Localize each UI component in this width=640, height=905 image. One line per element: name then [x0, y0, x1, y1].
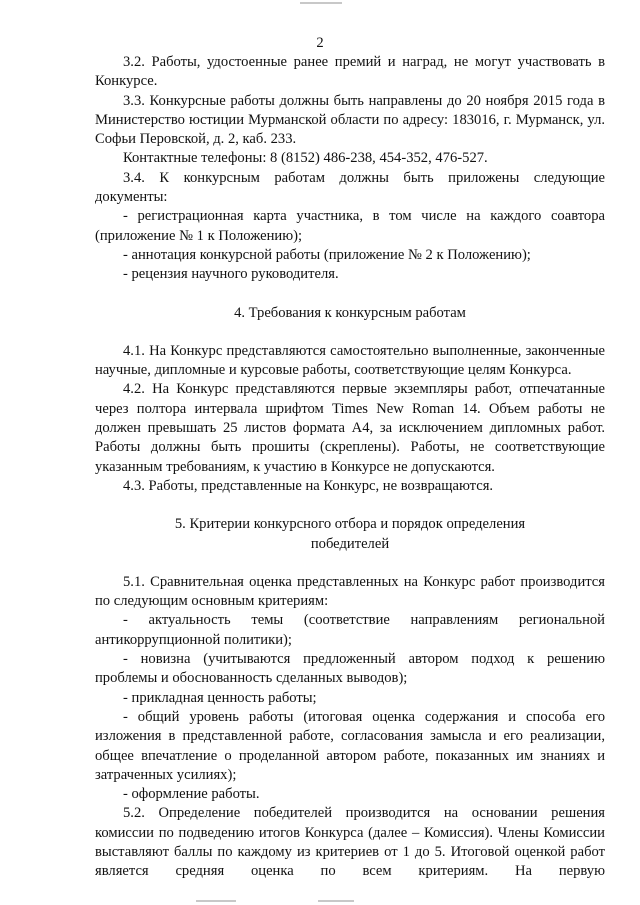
- section-heading-5-line2: победителей: [310, 535, 390, 552]
- list-item-review: - рецензия научного руководителя.: [123, 266, 339, 283]
- criterion-relevance: - актуальность темы (соответствие направлениям региональной антикоррупционной политики);: [95, 612, 605, 648]
- paragraph-5-2: 5.2. Определение победителей производится на основании решения комиссии по подведению итогов Конкурса (далее – Комиссия). Члены Комиссии выставляют баллы по каждому из критериев от 1 до 5. Итоговой оценкой работ является средняя оценка по всем критериям. На первую: [95, 805, 605, 880]
- scan-artifact-top: [300, 2, 342, 4]
- paragraph-4-3: 4.3. Работы, представленные на Конкурс, не возвращаются.: [123, 477, 494, 494]
- scan-artifact-bottom-left: [196, 900, 236, 902]
- paragraph-4-1: 4.1. На Конкурс представляются самостоятельно выполненные, законченные научные, дипломные и курсовые работы, соответствующие целям Конкурса.: [95, 342, 605, 379]
- paragraph-4-2: 4.2. На Конкурс представляются первые экземпляры работ, отпечатанные через полтора интервала шрифтом Times New Roman 14. Объем работы не должен превышать 25 листов формата А4, за исключением дипломных работ. Работы должны быть прошиты (скреплены). Работы, не соответствующие указанным требованиям, к участию в Конкурсе не допускаются.: [95, 381, 605, 475]
- list-item-registration-card: - регистрационная карта участника, в том числе на каждого соавтора (приложение № 1 к Положению);: [95, 208, 605, 244]
- section-heading-5-line1: 5. Критерии конкурсного отбора и порядок определения: [174, 516, 526, 533]
- paragraph-3-4: 3.4. К конкурсным работам должны быть приложены следующие документы:: [95, 169, 605, 206]
- contact-phones: Контактные телефоны: 8 (8152) 486-238, 454-352, 476-527.: [123, 150, 488, 167]
- page-number: 2: [316, 35, 324, 51]
- criterion-applied-value: - прикладная ценность работы;: [123, 689, 317, 706]
- paragraph-5-1: 5.1. Сравнительная оценка представленных на Конкурс работ производится по следующим основным критериям:: [95, 573, 605, 610]
- paragraph-3-2: 3.2. Работы, удостоенные ранее премий и наград, не могут участвовать в Конкурсе.: [95, 54, 605, 90]
- document-body: [95, 53, 605, 882]
- criterion-formatting: - оформление работы.: [123, 786, 260, 803]
- scan-artifact-bottom-right: [318, 900, 354, 902]
- list-item-annotation: - аннотация конкурсной работы (приложение № 2 к Положению);: [123, 246, 531, 263]
- criterion-novelty: - новизна (учитываются предложенный автором подход к решению проблемы и обоснованность сделанных выводов);: [95, 651, 605, 687]
- paragraph-3-3: 3.3. Конкурсные работы должны быть направлены до 20 ноября 2015 года в Министерство юстиции Мурманской области по адресу: 183016, г. Мурманск, ул. Софьи Перовской, д. 2, каб. 233.: [95, 92, 605, 148]
- section-heading-4: 4. Требования к конкурсным работам: [234, 304, 466, 321]
- criterion-overall-level: - общий уровень работы (итоговая оценка содержания и способа его изложения в представленной работе, согласования замысла и его реализации, общее впечатление о проделанной автором работе, показанных им знаниях и затраченных усилиях);: [95, 708, 605, 783]
